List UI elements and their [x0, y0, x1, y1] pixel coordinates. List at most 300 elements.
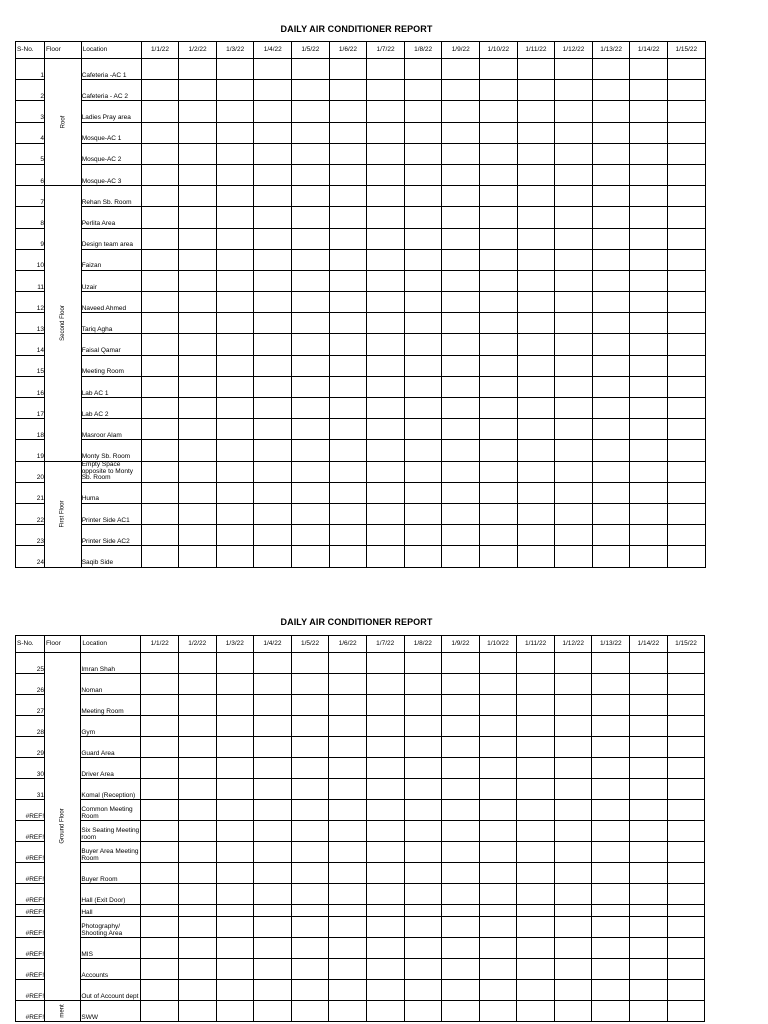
status-cell — [254, 419, 292, 440]
location-cell: Perlita Area — [81, 207, 141, 228]
status-cell — [592, 917, 630, 938]
status-cell — [329, 355, 367, 376]
status-cell — [668, 122, 706, 143]
status-cell — [442, 292, 480, 313]
status-cell — [141, 270, 179, 291]
status-cell — [292, 440, 330, 461]
status-cell — [404, 821, 442, 842]
date-header: 1/3/22 — [216, 636, 254, 653]
status-cell — [329, 270, 367, 291]
status-cell — [404, 228, 442, 249]
status-cell — [442, 980, 480, 1001]
status-cell — [667, 800, 705, 821]
status-cell — [442, 249, 480, 270]
status-cell — [630, 959, 668, 980]
status-cell — [404, 842, 442, 863]
status-cell — [329, 503, 367, 524]
status-cell — [630, 779, 668, 800]
status-cell — [517, 334, 555, 355]
status-cell — [367, 186, 405, 207]
status-cell — [366, 695, 404, 716]
status-cell — [329, 779, 367, 800]
date-header: 1/15/22 — [668, 42, 706, 59]
status-cell — [141, 980, 179, 1001]
status-cell — [592, 758, 630, 779]
date-header: 1/13/22 — [592, 636, 630, 653]
date-header: 1/2/22 — [178, 636, 216, 653]
serial-number: #REF! — [16, 917, 45, 938]
status-cell — [668, 334, 706, 355]
status-cell — [667, 905, 705, 917]
status-cell — [592, 800, 630, 821]
status-cell — [329, 59, 367, 80]
serial-number: 3 — [16, 101, 45, 122]
table-row — [16, 653, 705, 674]
status-cell — [404, 1001, 442, 1022]
serial-number: #REF! — [16, 800, 45, 821]
status-cell — [442, 546, 480, 567]
status-cell — [442, 355, 480, 376]
status-cell — [442, 716, 480, 737]
status-cell — [668, 355, 706, 376]
status-cell — [367, 59, 405, 80]
location-cell: Mosque-AC 1 — [81, 122, 141, 143]
status-cell — [442, 164, 480, 185]
header-row — [16, 42, 706, 59]
status-cell — [254, 376, 292, 397]
status-cell — [179, 398, 217, 419]
status-cell — [216, 334, 254, 355]
status-cell — [366, 821, 404, 842]
status-cell — [667, 980, 705, 1001]
date-header: 1/10/22 — [480, 42, 518, 59]
table-row — [16, 270, 706, 291]
status-cell — [291, 905, 329, 917]
status-cell — [517, 143, 555, 164]
status-cell — [442, 313, 480, 334]
status-cell — [216, 80, 254, 101]
status-cell — [178, 737, 216, 758]
status-cell — [517, 842, 555, 863]
status-cell — [178, 980, 216, 1001]
serial-number: 28 — [16, 716, 45, 737]
status-cell — [668, 313, 706, 334]
serial-number: 22 — [16, 503, 45, 524]
status-cell — [555, 249, 593, 270]
serial-number: 17 — [16, 398, 45, 419]
status-cell — [178, 758, 216, 779]
status-cell — [667, 884, 705, 905]
serial-number: 1 — [16, 59, 45, 80]
location-cell: Faisal Qamar — [81, 334, 141, 355]
status-cell — [630, 355, 668, 376]
status-cell — [291, 695, 329, 716]
status-cell — [404, 101, 442, 122]
status-cell — [329, 334, 367, 355]
status-cell — [630, 482, 668, 503]
date-header: 1/14/22 — [630, 636, 668, 653]
status-cell — [292, 376, 330, 397]
status-cell — [480, 122, 518, 143]
status-cell — [329, 101, 367, 122]
table-row — [16, 695, 705, 716]
status-cell — [404, 546, 442, 567]
status-cell — [179, 334, 217, 355]
status-cell — [404, 80, 442, 101]
location-header: Location — [81, 636, 141, 653]
status-cell — [630, 525, 668, 546]
status-cell — [141, 143, 179, 164]
location-cell: Hall (Exit Door) — [81, 884, 141, 905]
status-cell — [592, 143, 630, 164]
table-row — [16, 821, 705, 842]
location-cell: Printer Side AC2 — [81, 525, 141, 546]
date-header: 1/10/22 — [479, 636, 517, 653]
status-cell — [479, 863, 517, 884]
status-cell — [329, 525, 367, 546]
status-cell — [480, 270, 518, 291]
status-cell — [668, 503, 706, 524]
status-cell — [442, 737, 480, 758]
status-cell — [329, 674, 367, 695]
location-cell: MIS — [81, 938, 141, 959]
status-cell — [216, 525, 254, 546]
status-cell — [592, 695, 630, 716]
status-cell — [216, 186, 254, 207]
status-cell — [141, 186, 179, 207]
date-header: 1/15/22 — [667, 636, 705, 653]
status-cell — [216, 917, 254, 938]
status-cell — [141, 355, 179, 376]
status-cell — [517, 101, 555, 122]
status-cell — [367, 270, 405, 291]
status-cell — [517, 653, 555, 674]
status-cell — [254, 546, 292, 567]
status-cell — [517, 863, 555, 884]
status-cell — [292, 143, 330, 164]
status-cell — [667, 959, 705, 980]
status-cell — [367, 101, 405, 122]
status-cell — [404, 292, 442, 313]
status-cell — [254, 461, 292, 482]
status-cell — [592, 546, 630, 567]
status-cell — [329, 376, 367, 397]
status-cell — [216, 674, 254, 695]
status-cell — [442, 186, 480, 207]
status-cell — [517, 800, 555, 821]
status-cell — [592, 821, 630, 842]
status-cell — [479, 917, 517, 938]
location-cell: Out of Account dept — [81, 980, 141, 1001]
status-cell — [667, 1001, 705, 1022]
status-cell — [592, 164, 630, 185]
status-cell — [517, 980, 555, 1001]
status-cell — [216, 842, 254, 863]
status-cell — [479, 959, 517, 980]
status-cell — [517, 737, 555, 758]
status-cell — [216, 758, 254, 779]
status-cell — [366, 959, 404, 980]
status-cell — [517, 186, 555, 207]
date-header: 1/7/22 — [366, 636, 404, 653]
status-cell — [329, 292, 367, 313]
location-cell: Komal (Reception) — [81, 779, 141, 800]
status-cell — [480, 398, 518, 419]
floor-cell — [45, 59, 82, 186]
status-cell — [480, 482, 518, 503]
status-cell — [366, 674, 404, 695]
date-header: 1/4/22 — [254, 636, 292, 653]
table-row — [16, 228, 706, 249]
status-cell — [216, 863, 254, 884]
table-row — [16, 959, 705, 980]
status-cell — [366, 917, 404, 938]
status-cell — [442, 863, 480, 884]
status-cell — [366, 980, 404, 1001]
status-cell — [555, 546, 593, 567]
status-cell — [329, 313, 367, 334]
status-cell — [555, 80, 593, 101]
status-cell — [592, 313, 630, 334]
status-cell — [291, 821, 329, 842]
date-header: 1/7/22 — [367, 42, 405, 59]
status-cell — [555, 292, 593, 313]
status-cell — [592, 842, 630, 863]
status-cell — [404, 779, 442, 800]
status-cell — [329, 917, 367, 938]
status-cell — [555, 228, 593, 249]
status-cell — [291, 716, 329, 737]
table-row — [16, 779, 705, 800]
status-cell — [367, 292, 405, 313]
serial-number: 29 — [16, 737, 45, 758]
status-cell — [292, 419, 330, 440]
status-cell — [630, 80, 668, 101]
location-cell: Cafeteria -AC 1 — [81, 59, 141, 80]
status-cell — [517, 482, 555, 503]
serial-number: 30 — [16, 758, 45, 779]
status-cell — [630, 653, 668, 674]
status-cell — [517, 884, 555, 905]
status-cell — [480, 419, 518, 440]
status-cell — [630, 292, 668, 313]
table-row — [16, 980, 705, 1001]
status-cell — [178, 938, 216, 959]
status-cell — [367, 525, 405, 546]
status-cell — [329, 1001, 367, 1022]
status-cell — [367, 461, 405, 482]
status-cell — [141, 716, 179, 737]
status-cell — [592, 376, 630, 397]
status-cell — [254, 164, 292, 185]
status-cell — [254, 695, 292, 716]
status-cell — [630, 461, 668, 482]
status-cell — [329, 800, 367, 821]
status-cell — [141, 228, 179, 249]
header-row — [16, 636, 705, 653]
location-cell: Hall — [81, 905, 141, 917]
table-row — [16, 1001, 705, 1022]
status-cell — [630, 917, 668, 938]
location-header: Location — [81, 42, 141, 59]
status-cell — [254, 101, 292, 122]
status-cell — [592, 80, 630, 101]
floor-label: ment — [59, 1004, 66, 1018]
status-cell — [292, 80, 330, 101]
status-cell — [216, 737, 254, 758]
status-cell — [404, 716, 442, 737]
status-cell — [329, 398, 367, 419]
table-row — [16, 546, 706, 567]
status-cell — [178, 674, 216, 695]
status-cell — [480, 143, 518, 164]
location-cell: Accounts — [81, 959, 141, 980]
status-cell — [555, 482, 593, 503]
location-cell: Saqib Side — [81, 546, 141, 567]
status-cell — [554, 959, 592, 980]
status-cell — [404, 674, 442, 695]
table-row — [16, 674, 705, 695]
status-cell — [554, 842, 592, 863]
status-cell — [216, 938, 254, 959]
status-cell — [517, 59, 555, 80]
table-row — [16, 249, 706, 270]
status-cell — [517, 228, 555, 249]
status-cell — [254, 334, 292, 355]
status-cell — [292, 355, 330, 376]
status-cell — [630, 101, 668, 122]
status-cell — [292, 292, 330, 313]
location-cell: Imran Shah — [81, 653, 141, 674]
status-cell — [291, 800, 329, 821]
status-cell — [141, 398, 179, 419]
status-cell — [480, 355, 518, 376]
status-cell — [367, 398, 405, 419]
status-cell — [329, 249, 367, 270]
status-cell — [254, 938, 292, 959]
table-row — [16, 207, 706, 228]
location-cell: Faizan — [81, 249, 141, 270]
table-row — [16, 461, 706, 482]
status-cell — [404, 249, 442, 270]
table-row — [16, 355, 706, 376]
status-cell — [554, 758, 592, 779]
status-cell — [366, 800, 404, 821]
location-cell: Noman — [81, 674, 141, 695]
table-row — [16, 80, 706, 101]
status-cell — [479, 758, 517, 779]
status-cell — [555, 461, 593, 482]
status-cell — [254, 59, 292, 80]
status-cell — [254, 398, 292, 419]
table-row — [16, 938, 705, 959]
status-cell — [479, 716, 517, 737]
status-cell — [630, 313, 668, 334]
status-cell — [367, 440, 405, 461]
status-cell — [592, 674, 630, 695]
status-cell — [592, 863, 630, 884]
status-cell — [630, 737, 668, 758]
status-cell — [667, 842, 705, 863]
status-cell — [367, 546, 405, 567]
status-cell — [480, 228, 518, 249]
status-cell — [404, 461, 442, 482]
status-cell — [554, 917, 592, 938]
status-cell — [592, 419, 630, 440]
status-cell — [555, 440, 593, 461]
status-cell — [630, 164, 668, 185]
status-cell — [291, 959, 329, 980]
status-cell — [517, 398, 555, 419]
status-cell — [367, 249, 405, 270]
status-cell — [329, 737, 367, 758]
status-cell — [442, 800, 480, 821]
status-cell — [592, 980, 630, 1001]
serial-number: 21 — [16, 482, 45, 503]
status-cell — [179, 228, 217, 249]
serial-number: 5 — [16, 143, 45, 164]
status-cell — [668, 525, 706, 546]
floor-cell — [45, 461, 82, 567]
status-cell — [442, 695, 480, 716]
floor-label: First Floor — [59, 500, 66, 528]
status-cell — [592, 292, 630, 313]
status-cell — [329, 419, 367, 440]
serial-number: 24 — [16, 546, 45, 567]
status-cell — [630, 249, 668, 270]
status-cell — [442, 525, 480, 546]
table-row — [16, 122, 706, 143]
status-cell — [554, 980, 592, 1001]
status-cell — [442, 440, 480, 461]
serial-number: #REF! — [16, 938, 45, 959]
status-cell — [592, 101, 630, 122]
status-cell — [178, 863, 216, 884]
status-cell — [668, 228, 706, 249]
status-cell — [329, 186, 367, 207]
status-cell — [668, 164, 706, 185]
status-cell — [178, 800, 216, 821]
status-cell — [479, 905, 517, 917]
status-cell — [254, 249, 292, 270]
status-cell — [592, 59, 630, 80]
status-cell — [630, 842, 668, 863]
status-cell — [367, 419, 405, 440]
status-cell — [254, 653, 292, 674]
status-cell — [592, 249, 630, 270]
status-cell — [592, 959, 630, 980]
status-cell — [141, 737, 179, 758]
status-cell — [630, 863, 668, 884]
status-cell — [254, 143, 292, 164]
location-cell: Ladies Pray area — [81, 101, 141, 122]
serial-number: 15 — [16, 355, 45, 376]
serial-number: 27 — [16, 695, 45, 716]
status-cell — [554, 737, 592, 758]
status-cell — [404, 938, 442, 959]
status-cell — [554, 905, 592, 917]
status-cell — [329, 695, 367, 716]
status-cell — [554, 938, 592, 959]
location-cell: SWW — [81, 1001, 141, 1022]
status-cell — [668, 376, 706, 397]
location-cell: Meeting Room — [81, 695, 141, 716]
table-row — [16, 758, 705, 779]
status-cell — [291, 917, 329, 938]
status-cell — [178, 653, 216, 674]
status-cell — [517, 292, 555, 313]
serial-number: 31 — [16, 779, 45, 800]
